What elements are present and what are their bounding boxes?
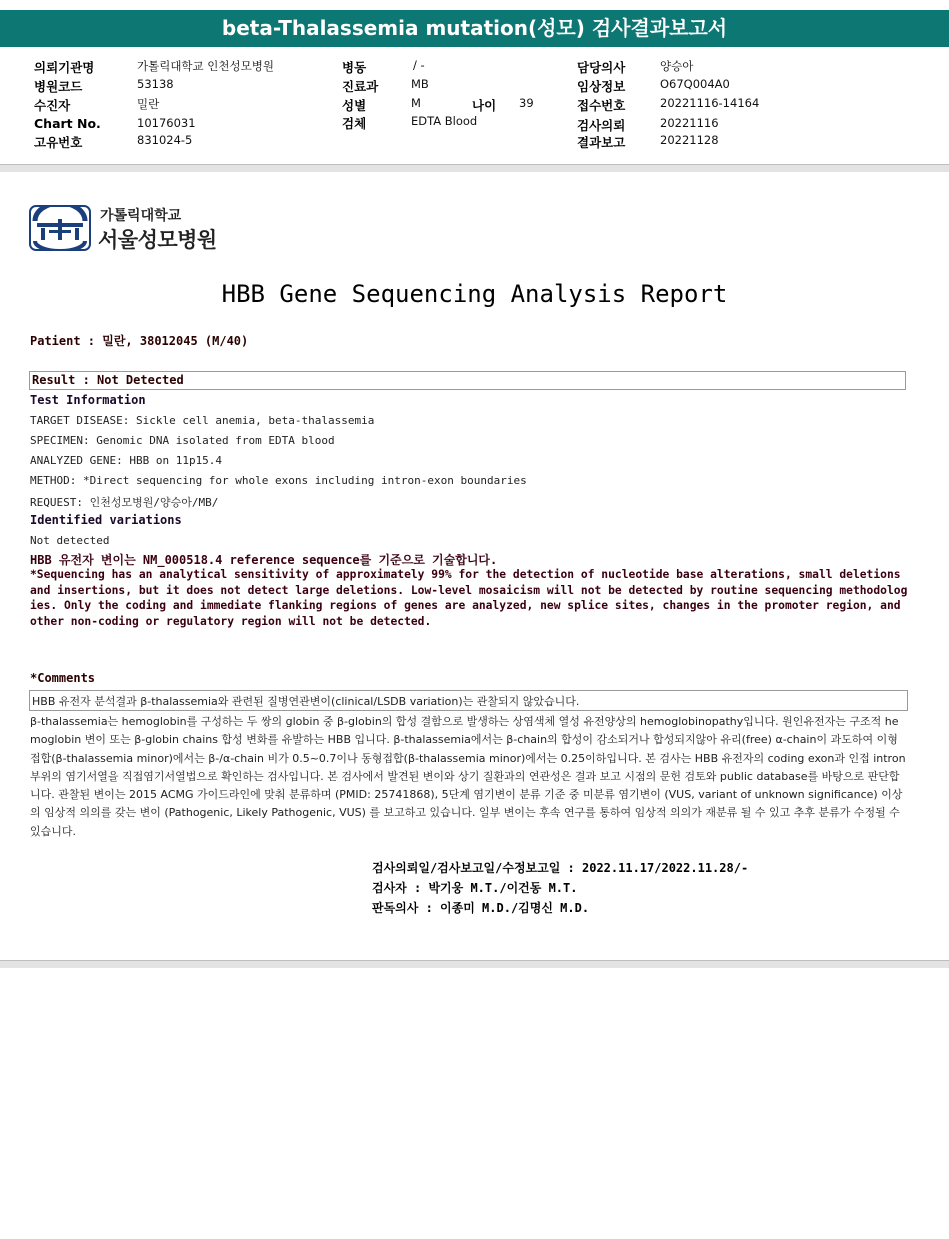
header-value-clinical-info: O67Q004A0 xyxy=(660,77,730,91)
logo-hospital-name: 서울성모병원 xyxy=(98,228,217,252)
header-value-hospital-code: 53138 xyxy=(137,77,174,91)
header-value-ward: / - xyxy=(413,58,425,72)
test-info-line: METHOD: *Direct sequencing for whole exons including intron-exon boundaries xyxy=(30,474,527,487)
header-label-department: 진료과 xyxy=(342,79,379,94)
header-value-institution: 가톨릭대학교 인천성모병원 xyxy=(137,59,274,73)
test-info-line: TARGET DISEASE: Sickle cell anemia, beta-thalassemia xyxy=(30,414,375,427)
result-text: Result : Not Detected xyxy=(32,373,184,387)
header-label-specimen: 검체 xyxy=(342,116,367,131)
variations-value: Not detected xyxy=(30,534,110,547)
report-header xyxy=(0,58,949,158)
header-label-ward: 병동 xyxy=(342,60,367,75)
result-box xyxy=(29,371,906,390)
comment-body: β-thalassemia는 hemoglobin를 구성하는 두 쌍의 globin 중 β-globin의 합성 결함으로 발생하는 상염색체 열성 유전양상의 hemoglobinopathy입니다. 원인유전자는 구조적 hemoglobin 변이 또는 β-globin chains 합성 변화를 유발하는 HBB 입니다. β-thalassemia에서는 β-chain의 합성이 감소되거나 합성되지않아 유리(free) α-chain이 과도하여 이형접합(β-thalassemia minor)에서는 β-/α-chain 비가 0.5~0.7이나 동형접합(β-thalassemia minor)에서는 0.25이하입니다. 본 검사는 HBB 유전자의 coding exon과 인접 intron 부위의 염기서열을 직접염기서열법으로 확인하는 검사입니다. 본 검사에서 발견된 변이와 상기 질환과의 연관성은 결과 보고 시점의 문헌 검토와 public database를 바탕으로 판단합니다. 관찰된 변이는 2015 ACMG 가이드라인에 맞춰 분류하며 (PMID: 25741868), 5단계 염기변이 분류 기준 중 미분류 염기변이 (VUS, variant of unknown significance) 이상의 임상적 의의를 갖는 변이 (Pathogenic, Likely Pathogenic, VUS) 를 보고하고 있습니다. 일부 변이는 후속 연구를 통하여 임상적 의의가 재분류 될 수 있고 추후 분류가 수정될 수 있습니다. xyxy=(30,715,906,838)
divider-band xyxy=(0,165,949,172)
header-value-report-date: 20221128 xyxy=(660,133,719,147)
catholic-university-emblem-icon xyxy=(29,205,91,251)
header-value-receipt-no: 20221116-14164 xyxy=(660,96,760,110)
header-label-age: 나이 xyxy=(472,98,497,113)
test-info-line: SPECIMEN: Genomic DNA isolated from EDTA blood xyxy=(30,434,335,447)
header-label-hospital-code: 병원코드 xyxy=(34,79,83,94)
header-label-institution: 의뢰기관명 xyxy=(34,60,95,75)
header-label-patient: 수진자 xyxy=(34,98,71,113)
header-value-age: 39 xyxy=(519,96,534,110)
comment-summary: HBB 유전자 분석결과 β-thalassemia와 관련된 질병연관변이(clinical/LSDB variation)는 관찰되지 않았습니다. xyxy=(32,695,580,708)
report-dates: 검사의뢰일/검사보고일/수정보고일 : 2022.11.17/2022.11.28/- xyxy=(372,861,749,875)
variations-heading: Identified variations xyxy=(30,513,182,527)
examiner-line: 검사자 : 박기웅 M.T./이건동 M.T. xyxy=(372,881,578,895)
header-label-sex: 성별 xyxy=(342,98,367,113)
divider-band xyxy=(0,961,949,968)
header-value-request-date: 20221116 xyxy=(660,116,719,130)
header-label-receipt-no: 접수번호 xyxy=(577,98,626,113)
patient-line: Patient : 밀란, 38012045 (M/40) xyxy=(30,334,249,348)
header-value-patient: 밀란 xyxy=(137,97,160,111)
report-title-bar: beta-Thalassemia mutation(성모) 검사결과보고서 xyxy=(0,10,949,47)
header-label-chart-no: Chart No. xyxy=(34,116,101,131)
test-info-line: ANALYZED GENE: HBB on 11p15.4 xyxy=(30,454,223,467)
comments-heading: *Comments xyxy=(30,671,96,685)
reader-line: 판독의사 : 이종미 M.D./김명신 M.D. xyxy=(372,901,590,915)
header-value-doctor: 양승아 xyxy=(660,59,694,73)
header-label-request-date: 검사의뢰 xyxy=(577,118,626,133)
logo-university-name: 가톨릭대학교 xyxy=(100,208,182,224)
reference-note: HBB 유전자 변이는 NM_000518.4 reference sequence를 기준으로 기술합니다. xyxy=(30,553,498,567)
test-info-heading: Test Information xyxy=(30,393,146,407)
header-label-doctor: 담당의사 xyxy=(577,60,626,75)
report-heading: HBB Gene Sequencing Analysis Report xyxy=(221,280,728,308)
header-value-department: MB xyxy=(411,77,429,91)
header-label-clinical-info: 임상정보 xyxy=(577,79,626,94)
test-info-line: REQUEST: 인천성모병원/양승아/MB/ xyxy=(30,496,219,509)
comment-summary-box xyxy=(29,690,908,711)
disclaimer-text: *Sequencing has an analytical sensitivity of approximately 99% for the detection of nucleotide base alterations, small deletions and insertions, but it does not detect large deletions. Low-level mosaicism will not be detected by routine sequencing methodologies. Only the coding and immediate flanking regions of genes are analyzed, new splice sites, changes in the promoter region, and other non-coding or regulatory region will not be detected. xyxy=(30,568,908,628)
header-value-chart-no: 10176031 xyxy=(137,116,196,130)
header-label-unique-no: 고유번호 xyxy=(34,135,83,150)
header-label-report-date: 결과보고 xyxy=(577,135,626,150)
header-value-unique-no: 831024-5 xyxy=(137,133,193,147)
header-value-sex: M xyxy=(411,96,421,110)
header-value-specimen: EDTA Blood xyxy=(411,114,478,128)
